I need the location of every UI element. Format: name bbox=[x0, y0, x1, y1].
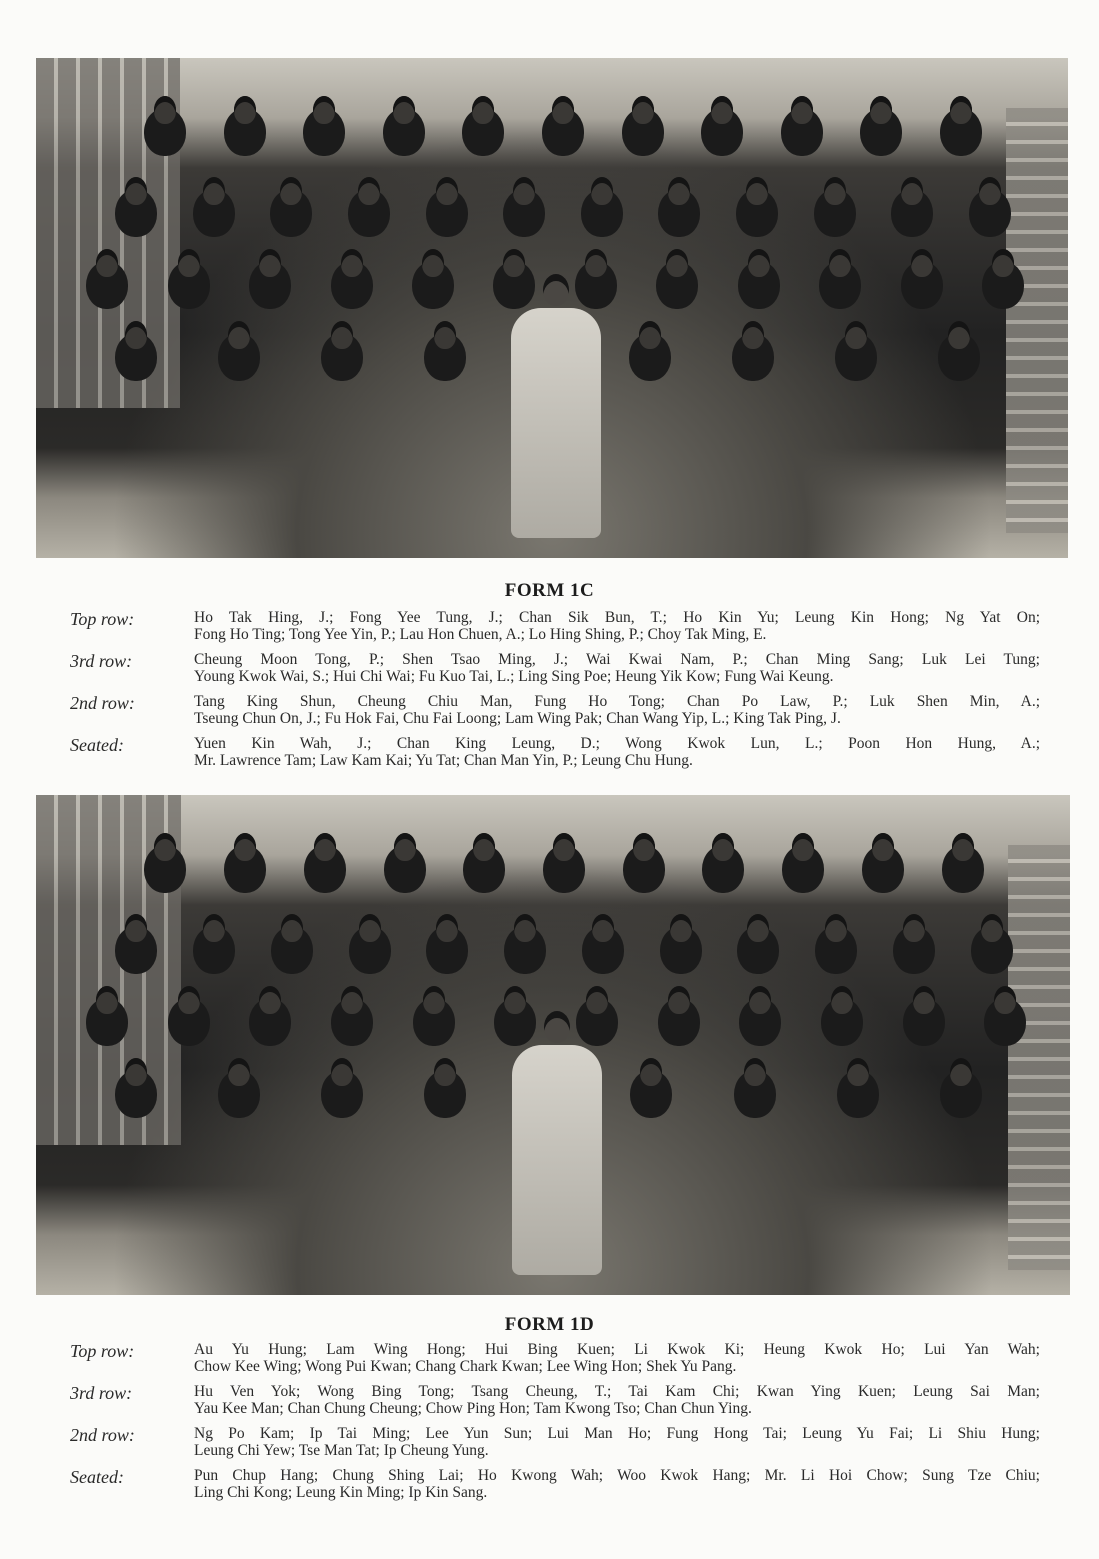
student-figure bbox=[504, 986, 526, 1014]
form-1c-caption bbox=[70, 609, 1040, 777]
student-figure bbox=[434, 321, 456, 349]
student-figure bbox=[586, 986, 608, 1014]
student-figure bbox=[950, 1058, 972, 1086]
student-figure bbox=[436, 177, 458, 205]
student-figure bbox=[394, 833, 416, 861]
student-figure bbox=[393, 96, 415, 124]
student-figure bbox=[711, 96, 733, 124]
student-figure bbox=[666, 249, 688, 277]
row-label: Top row: bbox=[70, 1341, 135, 1361]
student-figure bbox=[234, 96, 256, 124]
student-figure bbox=[903, 914, 925, 942]
student-figure bbox=[228, 321, 250, 349]
names-line: Mr. Lawrence Tam; Law Kam Kai; Yu Tat; Chan Man Yin, P.; Leung Chu Hung. bbox=[194, 752, 693, 769]
student-figure bbox=[633, 833, 655, 861]
student-figure bbox=[434, 1058, 456, 1086]
row-label: Seated: bbox=[70, 1467, 124, 1487]
form-1c-title: FORM 1C bbox=[504, 580, 595, 601]
caption-row bbox=[70, 1383, 1040, 1417]
row-label: 3rd row: bbox=[70, 1383, 133, 1403]
names-line: Tang King Shun, Cheung Chiu Man, Fung Ho Tong; Chan Po Law, P.; Luk Shen Min, A.; bbox=[194, 693, 1040, 710]
form-1d-class-photo bbox=[36, 795, 1070, 1295]
student-figure bbox=[992, 249, 1014, 277]
student-figure bbox=[744, 1058, 766, 1086]
student-figure bbox=[870, 96, 892, 124]
row-names bbox=[194, 651, 1040, 685]
names-line: Hu Ven Yok; Wong Bing Tong; Tsang Cheung, T.; Tai Kam Chi; Kwan Ying Kuen; Leung Sai Man; bbox=[194, 1383, 1040, 1400]
student-figure bbox=[423, 986, 445, 1014]
student-figure bbox=[668, 986, 690, 1014]
student-figure bbox=[591, 177, 613, 205]
student-figure bbox=[872, 833, 894, 861]
row-label: 2nd row: bbox=[70, 693, 135, 713]
form-1c-class-photo bbox=[36, 58, 1068, 558]
row-names bbox=[194, 735, 1040, 769]
student-figure bbox=[203, 177, 225, 205]
names-line: Leung Chi Yew; Tse Man Tat; Ip Cheung Yung. bbox=[194, 1442, 489, 1459]
student-figure bbox=[154, 833, 176, 861]
student-figure bbox=[911, 249, 933, 277]
student-figure bbox=[503, 249, 525, 277]
student-figure bbox=[178, 249, 200, 277]
names-line: Cheung Moon Tong, P.; Shen Tsao Ming, J.; Wai Kwai Nam, P.; Chan Ming Sang; Luk Lei Tung; bbox=[194, 651, 1040, 668]
student-figure bbox=[742, 321, 764, 349]
row-label: Seated: bbox=[70, 735, 124, 755]
names-line: Yau Kee Man; Chan Chung Cheung; Chow Ping Hon; Tam Kwong Tso; Chan Chun Ying. bbox=[194, 1400, 752, 1417]
student-figure bbox=[341, 249, 363, 277]
names-line: Chow Kee Wing; Wong Pui Kwan; Chang Chark Kwan; Lee Wing Hon; Shek Yu Pang. bbox=[194, 1358, 737, 1375]
student-figure bbox=[847, 1058, 869, 1086]
names-line: Ling Chi Kong; Leung Kin Ming; Ip Kin Sang. bbox=[194, 1484, 488, 1501]
names-line: Pun Chup Hang; Chung Shing Lai; Ho Kwong Wah; Woo Kwok Hang; Mr. Li Hoi Chow; Sung Tze Chiu; bbox=[194, 1467, 1040, 1484]
student-figure bbox=[981, 914, 1003, 942]
student-figure bbox=[259, 986, 281, 1014]
form-1d-title: FORM 1D bbox=[504, 1314, 595, 1335]
caption-row bbox=[70, 609, 1040, 643]
student-figure bbox=[979, 177, 1001, 205]
student-figure bbox=[950, 96, 972, 124]
student-figure bbox=[553, 833, 575, 861]
names-line: Young Kwok Wai, S.; Hui Chi Wai; Fu Kuo Tai, L.; Ling Sing Poe; Heung Yik Kow; Fung Wai Keung. bbox=[194, 668, 834, 685]
student-figure bbox=[513, 177, 535, 205]
names-line: Fong Ho Ting; Tong Yee Yin, P.; Lau Hon Chuen, A.; Lo Hing Shing, P.; Choy Tak Ming, E. bbox=[194, 626, 767, 643]
student-figure bbox=[791, 96, 813, 124]
caption-row bbox=[70, 693, 1040, 727]
teacher-figure bbox=[512, 1045, 602, 1275]
student-figure bbox=[228, 1058, 250, 1086]
names-line: Yuen Kin Wah, J.; Chan King Leung, D.; Wong Kwok Lun, L.; Poon Hon Hung, A.; bbox=[194, 735, 1040, 752]
student-figure bbox=[712, 833, 734, 861]
student-figure bbox=[341, 986, 363, 1014]
student-figure bbox=[901, 177, 923, 205]
caption-row bbox=[70, 651, 1040, 685]
row-names bbox=[194, 609, 1040, 643]
row-names bbox=[194, 1467, 1040, 1501]
student-figure bbox=[125, 1058, 147, 1086]
caption-row bbox=[70, 735, 1040, 769]
student-figure bbox=[178, 986, 200, 1014]
student-figure bbox=[203, 914, 225, 942]
student-figure bbox=[640, 1058, 662, 1086]
student-figure bbox=[125, 177, 147, 205]
row-label: 2nd row: bbox=[70, 1425, 135, 1445]
names-line: Ho Tak Hing, J.; Fong Yee Tung, J.; Chan Sik Bun, T.; Ho Kin Yu; Leung Kin Hong; Ng Yat On; bbox=[194, 609, 1040, 626]
student-figure bbox=[154, 96, 176, 124]
student-figure bbox=[472, 96, 494, 124]
student-figure bbox=[358, 177, 380, 205]
student-figure bbox=[952, 833, 974, 861]
student-figure bbox=[825, 914, 847, 942]
student-figure bbox=[747, 914, 769, 942]
names-line: Ng Po Kam; Ip Tai Ming; Lee Yun Sun; Lui Man Ho; Fung Hong Tai; Leung Yu Fai; Li Shiu Hung; bbox=[194, 1425, 1040, 1442]
student-figure bbox=[994, 986, 1016, 1014]
teacher-figure bbox=[511, 308, 601, 538]
student-figure bbox=[639, 321, 661, 349]
student-figure bbox=[514, 914, 536, 942]
student-figure bbox=[913, 986, 935, 1014]
student-figure bbox=[746, 177, 768, 205]
student-figure bbox=[670, 914, 692, 942]
student-figure bbox=[436, 914, 458, 942]
student-figure bbox=[313, 96, 335, 124]
student-figure bbox=[314, 833, 336, 861]
student-figure bbox=[792, 833, 814, 861]
student-figure bbox=[748, 249, 770, 277]
student-figure bbox=[359, 914, 381, 942]
student-figure bbox=[125, 914, 147, 942]
student-figure bbox=[96, 986, 118, 1014]
names-line: Au Yu Hung; Lam Wing Hong; Hui Bing Kuen; Li Kwok Ki; Heung Kwok Ho; Lui Yan Wah; bbox=[194, 1341, 1040, 1358]
student-figure bbox=[829, 249, 851, 277]
names-line: Tseung Chun On, J.; Fu Hok Fai, Chu Fai Loong; Lam Wing Pak; Chan Wang Yip, L.; King Tak Ping, J. bbox=[194, 710, 841, 727]
row-label: Top row: bbox=[70, 609, 135, 629]
student-figure bbox=[668, 177, 690, 205]
caption-row bbox=[70, 1425, 1040, 1459]
student-figure bbox=[831, 986, 853, 1014]
student-figure bbox=[259, 249, 281, 277]
student-figure bbox=[281, 914, 303, 942]
student-figure bbox=[948, 321, 970, 349]
caption-row bbox=[70, 1467, 1040, 1501]
student-figure bbox=[552, 96, 574, 124]
form-1d-caption bbox=[70, 1341, 1040, 1509]
row-names bbox=[194, 1383, 1040, 1417]
student-figure bbox=[585, 249, 607, 277]
student-figure bbox=[96, 249, 118, 277]
student-figure bbox=[632, 96, 654, 124]
student-figure bbox=[473, 833, 495, 861]
row-label: 3rd row: bbox=[70, 651, 133, 671]
student-figure bbox=[331, 1058, 353, 1086]
student-figure bbox=[234, 833, 256, 861]
student-figure bbox=[280, 177, 302, 205]
student-figure bbox=[331, 321, 353, 349]
row-names bbox=[194, 693, 1040, 727]
student-figure bbox=[824, 177, 846, 205]
student-figure bbox=[422, 249, 444, 277]
student-figure bbox=[749, 986, 771, 1014]
row-names bbox=[194, 1425, 1040, 1459]
row-names bbox=[194, 1341, 1040, 1375]
student-figure bbox=[125, 321, 147, 349]
student-figure bbox=[845, 321, 867, 349]
caption-row bbox=[70, 1341, 1040, 1375]
student-figure bbox=[592, 914, 614, 942]
